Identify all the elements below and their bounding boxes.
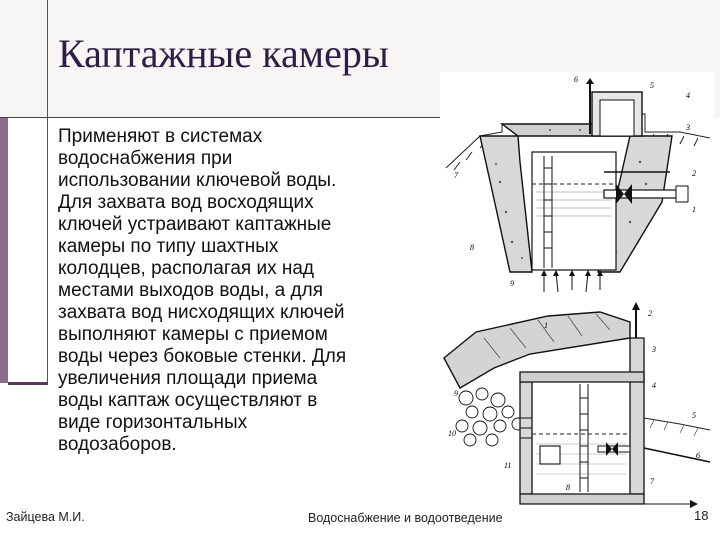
figure-label: 10 xyxy=(448,429,456,438)
capture-chamber-drawing-descending xyxy=(440,298,714,514)
figure-label: 3 xyxy=(686,123,690,132)
figure-label: 11 xyxy=(504,461,512,470)
figure-label: 4 xyxy=(652,381,656,390)
figure-label: 9 xyxy=(454,389,458,398)
vertical-divider xyxy=(47,0,48,385)
figure-label: 5 xyxy=(692,411,696,420)
figure-label: 1 xyxy=(692,205,696,214)
footer-author: Зайцева М.И. xyxy=(6,510,85,524)
figure-label: 8 xyxy=(470,243,474,252)
accent-line xyxy=(8,382,48,385)
figure-label: 2 xyxy=(692,169,696,178)
figure-label: 7 xyxy=(650,477,654,486)
accent-bar xyxy=(0,118,8,383)
figure-label: 5 xyxy=(650,81,654,90)
figure-label: 7 xyxy=(454,171,458,180)
slide-body-text: Применяют в системах водоснабжения при использовании ключевой воды. Для захвата вод восходящих ключей устраивают каптажные камеры по типу шахтных колодцев, располагая их над местами выходов воды, а для захвата вод нисходящих ключей выполняют камеры с приемом воды через боковые стенки. Для увеличения площади приема воды каптаж осуществляют в виде горизонтальных водозаборов. xyxy=(58,126,347,455)
figure-label: 6 xyxy=(696,451,700,460)
capture-chamber-drawing-ascending xyxy=(440,72,714,294)
figure-label: 3 xyxy=(652,345,656,354)
page-number: 18 xyxy=(694,508,709,523)
figure-label: 4 xyxy=(686,91,690,100)
figure-label: 9 xyxy=(510,279,514,288)
figure-label: 6 xyxy=(574,75,578,84)
slide-title: Каптажные камеры xyxy=(58,31,389,76)
title-underline xyxy=(0,117,440,118)
figure-label: 1 xyxy=(544,321,548,330)
figure-label: 8 xyxy=(566,483,570,492)
figure-label: 2 xyxy=(648,309,652,318)
footer-course-title: Водоснабжение и водоотведение xyxy=(308,511,503,525)
